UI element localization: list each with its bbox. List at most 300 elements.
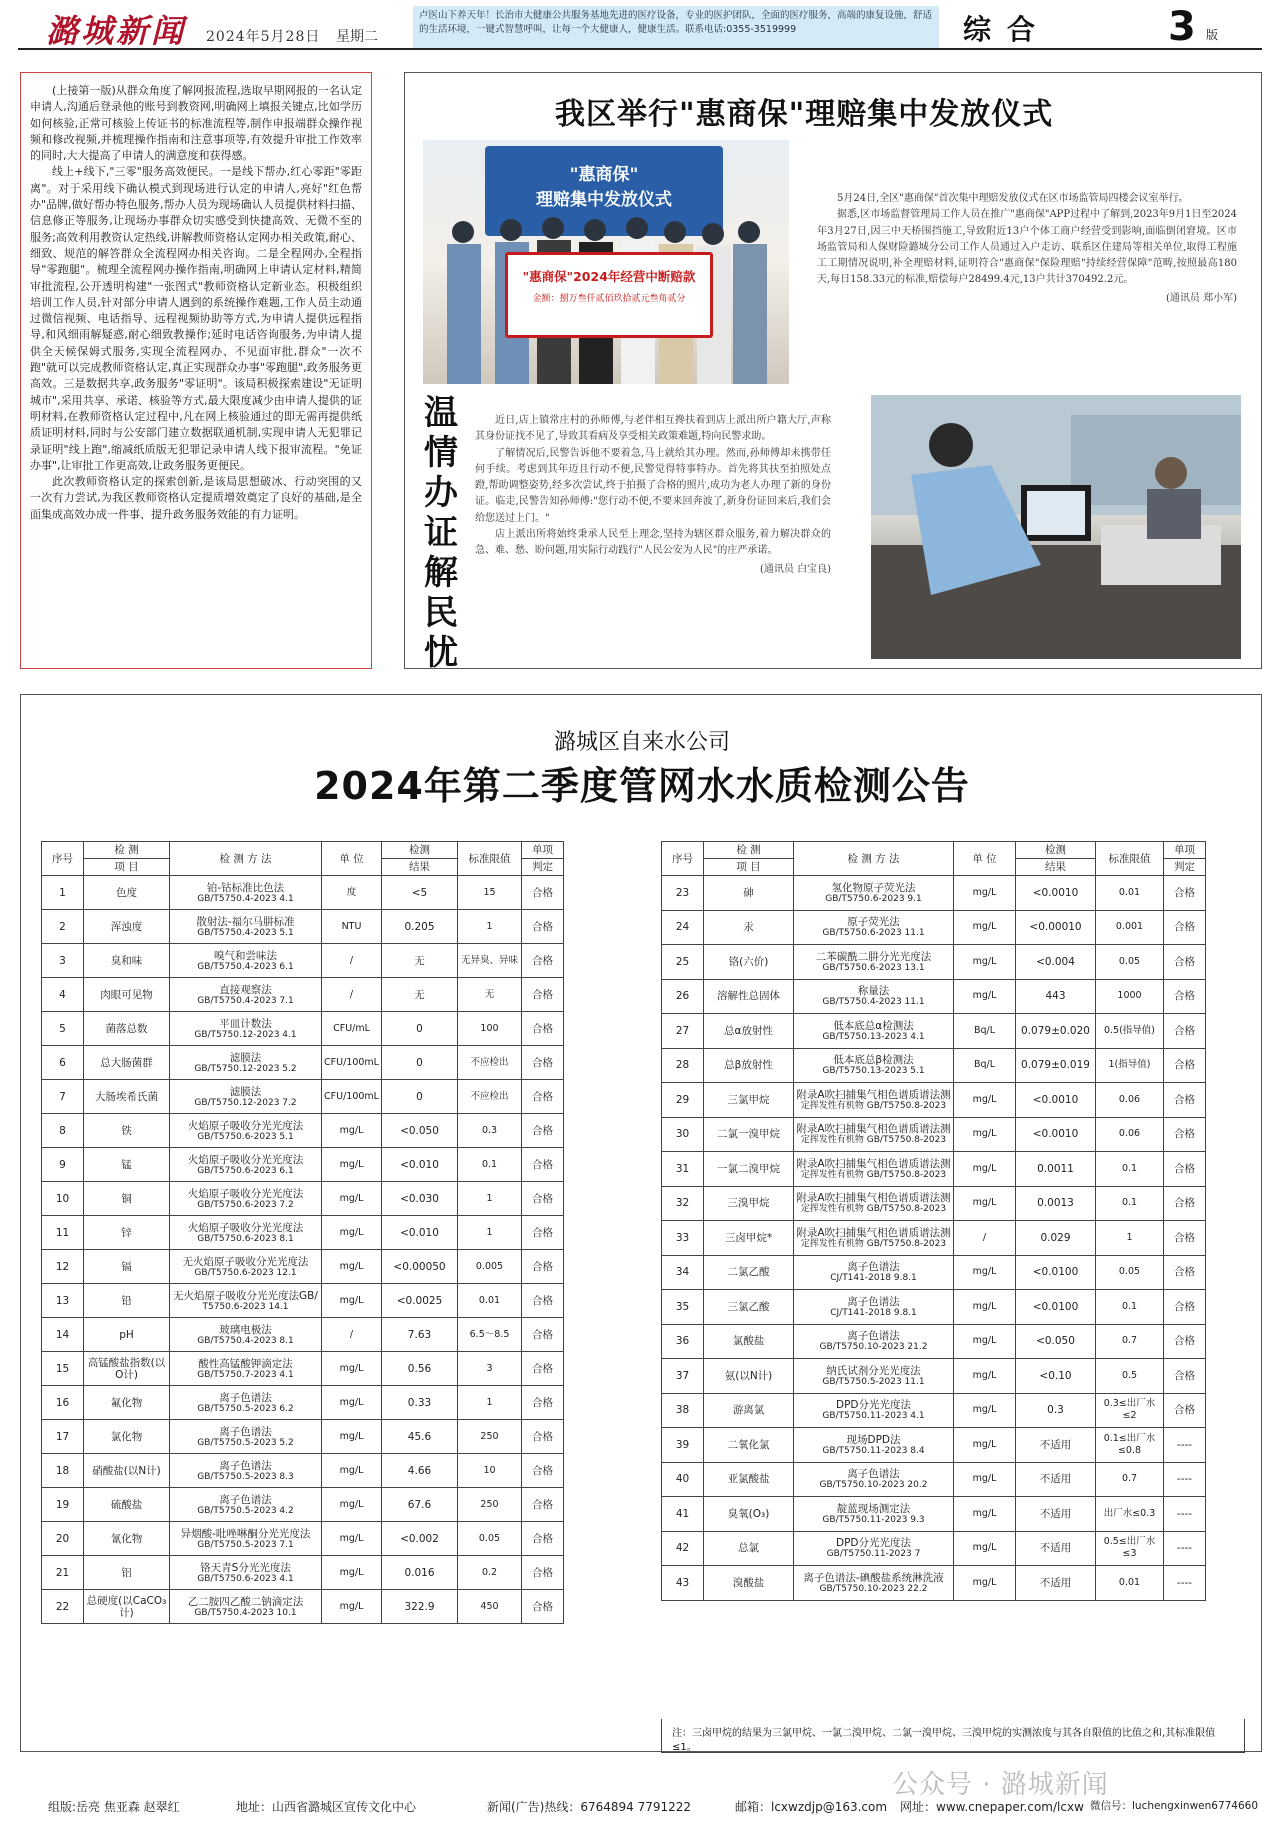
method-standard: GB/T5750.6-2023 7.2 xyxy=(197,1199,294,1210)
cell-no: 16 xyxy=(42,1386,84,1420)
cell-unit: mg/L xyxy=(322,1420,382,1454)
cell-no: 31 xyxy=(662,1152,704,1187)
cell-method xyxy=(794,1083,954,1118)
cell-result: <0.0100 xyxy=(1016,1290,1096,1325)
cell-limit: 0.01 xyxy=(458,1284,522,1318)
cell-item: 铬(六价) xyxy=(704,945,794,980)
method-name: 平皿计数法 xyxy=(219,1017,272,1030)
cell-item: 三溴甲烷 xyxy=(704,1186,794,1221)
cell-unit: CFU/100mL xyxy=(322,1046,382,1080)
cell-limit: 1 xyxy=(458,1182,522,1216)
cell-result: <0.00050 xyxy=(382,1250,458,1284)
cell-judge: 合格 xyxy=(1164,979,1206,1014)
cell-unit: mg/L xyxy=(322,1148,382,1182)
method-name: 嗅气和尝味法 xyxy=(214,949,277,962)
cell-method xyxy=(170,1318,322,1352)
cell-no: 17 xyxy=(42,1420,84,1454)
cell-judge: 合格 xyxy=(1164,876,1206,911)
cell-judge: 合格 xyxy=(522,1114,564,1148)
cell-item: 臭氧(O₃) xyxy=(704,1497,794,1532)
cell-unit: mg/L xyxy=(954,910,1016,945)
cell-method xyxy=(170,1420,322,1454)
cell-unit: mg/L xyxy=(954,1393,1016,1428)
cell-judge: 合格 xyxy=(1164,945,1206,980)
cell-method xyxy=(794,1324,954,1359)
cell-judge: 合格 xyxy=(522,1046,564,1080)
cell-method xyxy=(794,1117,954,1152)
table-row xyxy=(42,1284,564,1318)
method-standard: GB/T5750.12-2023 5.2 xyxy=(194,1063,297,1074)
cell-unit: mg/L xyxy=(322,1590,382,1624)
table-note: 注：三卤甲烷的结果为三氯甲烷、一氯二溴甲烷、二氯一溴甲烷、三溴甲烷的实测浓度与其各自限值的比值之和,其标准限值≤1。 xyxy=(661,1719,1245,1753)
cell-limit: 1 xyxy=(458,910,522,944)
cell-method xyxy=(794,1048,954,1083)
cell-item: 二氯乙酸 xyxy=(704,1255,794,1290)
left-para: (上接第一版)从群众角度了解网报流程,选取早期网报的一名认定申请人,沟通后登录他的账号到教资网,明确网上填报关键点,比如学历如何核验,正常可核验上传证书的标准流程等,制作申报端群众操作视频和修改视频,并梳理操作指南和注意事项等,有效提升审批工作效率的同时,大大提高了申请人的满意度和获得感。 xyxy=(30,84,362,163)
th-item2: 项 目 xyxy=(704,859,794,876)
cell-limit: 15 xyxy=(458,876,522,910)
cell-judge: 合格 xyxy=(522,1012,564,1046)
cell-method xyxy=(794,1186,954,1221)
method-standard: GB/T5750.10-2023 20.2 xyxy=(819,1480,928,1491)
cell-item: 氨(以N计) xyxy=(704,1359,794,1394)
cell-unit: mg/L xyxy=(954,1497,1016,1532)
cell-item: 总β放射性 xyxy=(704,1048,794,1083)
method-name: 附录A吹扫捕集气相色谱质谱法测 xyxy=(796,1192,951,1205)
method-name: 附录A吹扫捕集气相色谱质谱法测 xyxy=(796,1088,951,1101)
cell-no: 36 xyxy=(662,1324,704,1359)
cell-limit: 0.3 xyxy=(458,1114,522,1148)
cell-limit: 0.1≤出厂水≤0.8 xyxy=(1096,1428,1164,1463)
cell-item: 溶解性总固体 xyxy=(704,979,794,1014)
cell-method xyxy=(170,1216,322,1250)
feature-box xyxy=(404,72,1262,673)
cell-limit: 10 xyxy=(458,1454,522,1488)
th-limit: 标准限值 xyxy=(458,842,522,876)
cell-item: 浑浊度 xyxy=(84,910,170,944)
method-name: 乙二胺四乙酸二钠滴定法 xyxy=(187,1595,304,1608)
table-row xyxy=(662,1359,1206,1394)
cell-result: <0.004 xyxy=(1016,945,1096,980)
cell-item: 三氯甲烷 xyxy=(704,1083,794,1118)
cell-method xyxy=(170,1046,322,1080)
table-row xyxy=(662,1393,1206,1428)
cell-no: 10 xyxy=(42,1182,84,1216)
cell-method xyxy=(794,945,954,980)
cell-limit: 100 xyxy=(458,1012,522,1046)
article1-body xyxy=(817,191,1237,307)
table-row xyxy=(42,1148,564,1182)
cell-result: <0.010 xyxy=(382,1216,458,1250)
cell-no: 13 xyxy=(42,1284,84,1318)
cell-method xyxy=(794,1428,954,1463)
th-judge1: 单项 xyxy=(522,842,564,859)
cell-judge: 合格 xyxy=(522,1318,564,1352)
method-name: 铬天青S分光光度法 xyxy=(200,1561,291,1574)
cell-judge: 合格 xyxy=(1164,1152,1206,1187)
cell-limit: 0.05 xyxy=(1096,1255,1164,1290)
cell-result: <0.002 xyxy=(382,1522,458,1556)
cell-limit: 1000 xyxy=(1096,979,1164,1014)
cell-limit: 0.5 xyxy=(1096,1359,1164,1394)
table-row xyxy=(42,1182,564,1216)
cell-item: 汞 xyxy=(704,910,794,945)
section-name: 综合 xyxy=(963,13,1052,46)
cell-unit: mg/L xyxy=(954,1428,1016,1463)
th-item1: 检 测 xyxy=(84,842,170,859)
cell-no: 21 xyxy=(42,1556,84,1590)
cell-method xyxy=(170,1012,322,1046)
table-row xyxy=(42,944,564,978)
cell-unit: mg/L xyxy=(322,1250,382,1284)
cell-result: <0.050 xyxy=(1016,1324,1096,1359)
method-standard: GB/T5750.6-2023 13.1 xyxy=(822,962,925,973)
cell-result: 0 xyxy=(382,1080,458,1114)
table-row xyxy=(662,1186,1206,1221)
paper-logo: 潞城新闻 xyxy=(46,12,187,50)
cell-item: 色度 xyxy=(84,876,170,910)
table-row xyxy=(662,979,1206,1014)
method-standard: CJ/T141-2018 9.8.1 xyxy=(830,1307,917,1318)
cell-limit: 不应检出 xyxy=(458,1046,522,1080)
cell-item: 铅 xyxy=(84,1284,170,1318)
cell-result: 0.016 xyxy=(382,1556,458,1590)
cell-item: 溴酸盐 xyxy=(704,1566,794,1601)
cell-limit: 0.7 xyxy=(1096,1462,1164,1497)
method-name: 附录A吹扫捕集气相色谱质谱法测 xyxy=(796,1123,951,1136)
cell-unit: mg/L xyxy=(954,945,1016,980)
cell-result: <0.0010 xyxy=(1016,876,1096,911)
notice-subtitle: 潞城区自来水公司 xyxy=(553,730,730,755)
method-name: 滤膜法 xyxy=(229,1051,262,1064)
cell-judge: 合格 xyxy=(522,910,564,944)
cell-no: 42 xyxy=(662,1531,704,1566)
cell-no: 6 xyxy=(42,1046,84,1080)
cell-method xyxy=(794,979,954,1014)
cell-no: 25 xyxy=(662,945,704,980)
cell-unit: mg/L xyxy=(322,1182,382,1216)
cell-judge: ---- xyxy=(1164,1462,1206,1497)
cell-item: 总大肠菌群 xyxy=(84,1046,170,1080)
cell-limit: 0.1 xyxy=(1096,1186,1164,1221)
cell-method xyxy=(794,876,954,911)
cell-item: 氰化物 xyxy=(84,1522,170,1556)
cell-method xyxy=(170,1352,322,1386)
method-name: 离子色谱法 xyxy=(847,1295,900,1308)
method-name: 离子色谱法 xyxy=(219,1425,272,1438)
method-name: 现场DPD法 xyxy=(846,1433,901,1446)
cell-judge: 合格 xyxy=(522,1148,564,1182)
method-name: DPD分光光度法 xyxy=(835,1537,911,1550)
cell-no: 33 xyxy=(662,1221,704,1256)
cell-result: <5 xyxy=(382,876,458,910)
method-standard: GB/T5750.6-2023 4.1 xyxy=(197,1573,294,1584)
cell-result: 45.6 xyxy=(382,1420,458,1454)
method-name: 直接观察法 xyxy=(219,983,272,996)
cell-result: 0.079±0.019 xyxy=(1016,1048,1096,1083)
cell-unit: mg/L xyxy=(954,1186,1016,1221)
cell-method xyxy=(794,1255,954,1290)
cell-item: 硝酸盐(以N计) xyxy=(84,1454,170,1488)
cell-no: 11 xyxy=(42,1216,84,1250)
cell-judge: 合格 xyxy=(522,1488,564,1522)
cell-method xyxy=(794,1566,954,1601)
cell-no: 27 xyxy=(662,1014,704,1049)
cell-result: <0.0025 xyxy=(382,1284,458,1318)
cell-no: 8 xyxy=(42,1114,84,1148)
cell-no: 24 xyxy=(662,910,704,945)
cell-item: 三氯乙酸 xyxy=(704,1290,794,1325)
cell-method xyxy=(170,1454,322,1488)
cell-item: 氟化物 xyxy=(84,1386,170,1420)
cell-item: 铁 xyxy=(84,1114,170,1148)
cell-judge: 合格 xyxy=(522,1420,564,1454)
th-result1: 检测 xyxy=(1016,842,1096,859)
cell-limit: 0.05 xyxy=(458,1522,522,1556)
cell-result: <0.0010 xyxy=(1016,1117,1096,1152)
method-name: 离子色谱法 xyxy=(847,1330,900,1343)
method-name: 酸性高锰酸钾滴定法 xyxy=(198,1357,293,1370)
cell-no: 4 xyxy=(42,978,84,1012)
table-row xyxy=(662,910,1206,945)
cell-no: 35 xyxy=(662,1290,704,1325)
method-standard: GB/T5750.7-2023 4.1 xyxy=(197,1369,294,1380)
method-name: 离子色谱法 xyxy=(219,1459,272,1472)
method-standard: 定挥发性有机物 GB/T5750.8-2023 xyxy=(800,1169,947,1180)
method-name: 低本底总α检测法 xyxy=(833,1019,914,1032)
cell-result: <0.0010 xyxy=(1016,1083,1096,1118)
th-method: 检 测 方 法 xyxy=(794,842,954,876)
cell-method xyxy=(794,910,954,945)
method-name: 滤膜法 xyxy=(229,1085,262,1098)
table-row xyxy=(42,1352,564,1386)
cell-unit: mg/L xyxy=(954,1566,1016,1601)
cell-unit: / xyxy=(954,1221,1016,1256)
police-photo xyxy=(871,395,1241,659)
cell-judge: ---- xyxy=(1164,1428,1206,1463)
cell-item: 锌 xyxy=(84,1216,170,1250)
th-result2: 结果 xyxy=(382,859,458,876)
cell-limit: 0.01 xyxy=(1096,1566,1164,1601)
left-article xyxy=(20,72,372,669)
article1-para: 据悉,区市场监督管理局工作人员在推广"惠商保"APP过程中了解到,2023年9月1日至2024年3月27日,因三中天桥围挡施工,导致附近13户个体工商户经营受到影响,面临倒闭窘境。区市场监管局和人保财险潞城分公司工作人员通过入户走访、联系区住建局等相关单位,取得工程施工工期情况说明,补全理赔材料,证明符合"惠商保"保险理赔"持续经营保障"范畴,按照最高180天,每日158.33元的标准,赔偿每户28499.4元,13户共计370492.2元。 xyxy=(817,209,1237,286)
table-row xyxy=(662,1048,1206,1083)
method-name: 火焰原子吸收分光光度法 xyxy=(187,1119,304,1132)
cell-method xyxy=(794,1462,954,1497)
cell-judge: 合格 xyxy=(522,1386,564,1420)
method-name: 散射法-福尔马肼标准 xyxy=(196,915,295,928)
method-name: 低本底总β检测法 xyxy=(833,1054,914,1067)
method-name: 玻璃电极法 xyxy=(219,1323,272,1336)
cell-no: 29 xyxy=(662,1083,704,1118)
table-row xyxy=(42,1216,564,1250)
table-row xyxy=(42,1318,564,1352)
header-ad: 卢医山下养天年！长治市大健康公共服务基地先进的医疗设备，专业的医护团队，全面的医疗服务，高端的康复设施，舒适的生活环境，一键式智慧呼叫，让每一个大健康人，健康生活。联系电话:0355-3519999 xyxy=(413,6,939,48)
table-row xyxy=(42,1590,564,1624)
cell-item: 硫酸盐 xyxy=(84,1488,170,1522)
method-standard: GB/T5750.5-2023 8.3 xyxy=(197,1471,294,1482)
method-standard: GB/T5750.6-2023 5.1 xyxy=(197,1131,294,1142)
footer-editors: 组版:岳亮 焦亚森 赵翠红 xyxy=(48,1800,180,1814)
footer-web: 网址：www.cnepaper.com/lcxw xyxy=(900,1800,1084,1814)
issue-date: 2024年5月28日 xyxy=(206,29,321,45)
cell-limit: 1 xyxy=(458,1386,522,1420)
cell-method xyxy=(794,1290,954,1325)
cell-method xyxy=(794,1014,954,1049)
cell-judge: 合格 xyxy=(522,1454,564,1488)
method-name: 离子色谱法 xyxy=(847,1468,900,1481)
cell-judge: ---- xyxy=(1164,1531,1206,1566)
cell-no: 34 xyxy=(662,1255,704,1290)
cell-limit: 0.001 xyxy=(1096,910,1164,945)
cell-result: 0.0011 xyxy=(1016,1152,1096,1187)
cell-limit: 0.3≤出厂水≤2 xyxy=(1096,1393,1164,1428)
cell-item: 氯酸盐 xyxy=(704,1324,794,1359)
cell-result: <0.0100 xyxy=(1016,1255,1096,1290)
method-name: 氢化物原子荧光法 xyxy=(831,881,916,894)
method-standard: GB/T5750.13-2023 5.1 xyxy=(822,1066,925,1077)
cell-judge: 合格 xyxy=(1164,1255,1206,1290)
table-row xyxy=(42,1522,564,1556)
cell-no: 22 xyxy=(42,1590,84,1624)
cell-unit: mg/L xyxy=(322,1114,382,1148)
cell-judge: 合格 xyxy=(1164,1048,1206,1083)
cell-unit: mg/L xyxy=(322,1522,382,1556)
method-standard: GB/T5750.5-2023 7.1 xyxy=(197,1539,294,1550)
table-row xyxy=(42,1250,564,1284)
cell-item: 镉 xyxy=(84,1250,170,1284)
cell-unit: mg/L xyxy=(954,1531,1016,1566)
cell-limit: 0.01 xyxy=(1096,876,1164,911)
table-row xyxy=(42,978,564,1012)
cell-result: 0.029 xyxy=(1016,1221,1096,1256)
method-name: 离子色谱法 xyxy=(219,1391,272,1404)
cell-result: <0.010 xyxy=(382,1148,458,1182)
cell-limit: 不应检出 xyxy=(458,1080,522,1114)
method-standard: GB/T5750.6-2023 6.1 xyxy=(197,1165,294,1176)
cell-result: 0.079±0.020 xyxy=(1016,1014,1096,1049)
cell-unit: mg/L xyxy=(322,1556,382,1590)
notice-title: 2024年第二季度管网水水质检测公告 xyxy=(314,764,970,808)
method-standard: GB/T5750.4-2023 7.1 xyxy=(197,995,294,1006)
method-name: 原子荧光法 xyxy=(847,916,900,929)
footer xyxy=(0,1792,1280,1820)
th-item1: 检 测 xyxy=(704,842,794,859)
cell-limit: 0.2 xyxy=(458,1556,522,1590)
method-name: 靛蓝现场测定法 xyxy=(836,1502,911,1515)
cell-item: 一氯二溴甲烷 xyxy=(704,1152,794,1187)
method-name: 附录A吹扫捕集气相色谱质谱法测 xyxy=(796,1226,951,1239)
cell-judge: 合格 xyxy=(1164,1186,1206,1221)
cell-no: 40 xyxy=(662,1462,704,1497)
cell-method xyxy=(170,944,322,978)
cell-item: 臭和味 xyxy=(84,944,170,978)
cell-item: 游离氯 xyxy=(704,1393,794,1428)
method-standard: GB/T5750.4-2023 6.1 xyxy=(197,961,294,972)
method-standard: GB/T5750.10-2023 22.2 xyxy=(819,1583,928,1594)
cell-limit: 0.1 xyxy=(458,1148,522,1182)
cell-item: 总硬度(以CaCO₃计) xyxy=(84,1590,170,1624)
method-name: 无火焰原子吸收分光光度法 xyxy=(182,1255,309,1268)
table-row xyxy=(662,1083,1206,1118)
cell-result: 不适用 xyxy=(1016,1428,1096,1463)
cell-method xyxy=(794,1393,954,1428)
cell-unit: mg/L xyxy=(322,1454,382,1488)
cell-no: 2 xyxy=(42,910,84,944)
cell-result: <0.050 xyxy=(382,1114,458,1148)
cell-limit: 无 xyxy=(458,978,522,1012)
method-standard: GB/T5750.5-2023 5.2 xyxy=(197,1437,294,1448)
cell-judge: 合格 xyxy=(1164,1117,1206,1152)
cell-limit: 0.005 xyxy=(458,1250,522,1284)
method-standard: GB/T5750.4-2023 10.1 xyxy=(194,1607,297,1618)
footer-address: 地址：山西省潞城区宣传文化中心 xyxy=(236,1800,417,1814)
cell-no: 15 xyxy=(42,1352,84,1386)
article1-byline: (通讯员 郑小军) xyxy=(1166,292,1237,304)
cell-unit: mg/L xyxy=(954,1083,1016,1118)
water-notice xyxy=(20,694,1262,1752)
page-number: 3 xyxy=(1168,4,1196,50)
method-standard: GB/T5750.6-2023 9.1 xyxy=(825,893,922,904)
cell-method xyxy=(170,978,322,1012)
method-standard: GB/T5750.11-2023 9.3 xyxy=(822,1514,925,1525)
method-name: 称量法 xyxy=(857,985,890,998)
cell-judge: 合格 xyxy=(522,1080,564,1114)
cell-result: 322.9 xyxy=(382,1590,458,1624)
cell-method xyxy=(794,1531,954,1566)
cell-unit: / xyxy=(322,944,382,978)
cell-method xyxy=(170,1182,322,1216)
cell-no: 19 xyxy=(42,1488,84,1522)
cell-limit: 3 xyxy=(458,1352,522,1386)
cell-item: 总氯 xyxy=(704,1531,794,1566)
cell-unit: / xyxy=(322,1318,382,1352)
method-standard: GB/T5750.4-2023 8.1 xyxy=(197,1335,294,1346)
cell-item: 二氯一溴甲烷 xyxy=(704,1117,794,1152)
article1-title: 我区举行"惠商保"理赔集中发放仪式 xyxy=(555,97,1054,132)
issue-weekday: 星期二 xyxy=(336,29,378,45)
table-row xyxy=(42,1012,564,1046)
cell-no: 32 xyxy=(662,1186,704,1221)
article2-para: 近日,店上镇常庄村的孙师傅,与老伴相互搀扶着到店上派出所户籍大厅,声称其身份证找不见了,导致其看病及享受相关政策难题,特向民警求助。 xyxy=(475,415,831,443)
th-no: 序号 xyxy=(662,842,704,876)
table-row xyxy=(42,1386,564,1420)
cell-item: 高锰酸盐指数(以O计) xyxy=(84,1352,170,1386)
method-standard: 定挥发性有机物 GB/T5750.8-2023 xyxy=(800,1100,947,1111)
cell-result: 不适用 xyxy=(1016,1566,1096,1601)
method-standard: CJ/T141-2018 9.8.1 xyxy=(830,1273,917,1284)
cell-unit: Bq/L xyxy=(954,1014,1016,1049)
th-unit: 单 位 xyxy=(322,842,382,876)
method-name: 二苯碳酰二肼分光光度法 xyxy=(815,950,932,963)
article2-para: 了解情况后,民警告诉他不要着急,马上就给其办理。然而,孙师傅却未携带任何手续。考虑到其年迈且行动不便,民警觉得特事特办。首先将其扶至拍照处点蹬,帮助调整姿势,经多次尝试,终于拍摄了合格的照片,成功为老人办理了新的身份证。临走,民警告知孙师傅:"您行动不便,不要来回奔波了,新身份证回来后,我们会给您送过上门。" xyxy=(475,447,831,524)
cell-unit: CFU/mL xyxy=(322,1012,382,1046)
cell-method xyxy=(170,1080,322,1114)
cell-method xyxy=(794,1152,954,1187)
cell-limit: 0.5(指导值) xyxy=(1096,1014,1164,1049)
cell-unit: mg/L xyxy=(322,1488,382,1522)
cell-method xyxy=(170,1114,322,1148)
cell-judge: ---- xyxy=(1164,1566,1206,1601)
cell-judge: 合格 xyxy=(522,1182,564,1216)
cell-result: <0.00010 xyxy=(1016,910,1096,945)
method-standard: GB/T5750.11-2023 8.4 xyxy=(822,1445,925,1456)
masthead xyxy=(18,6,1262,50)
cell-method xyxy=(170,1284,322,1318)
cell-judge: 合格 xyxy=(1164,1221,1206,1256)
cell-result: 0 xyxy=(382,1012,458,1046)
cell-no: 9 xyxy=(42,1148,84,1182)
